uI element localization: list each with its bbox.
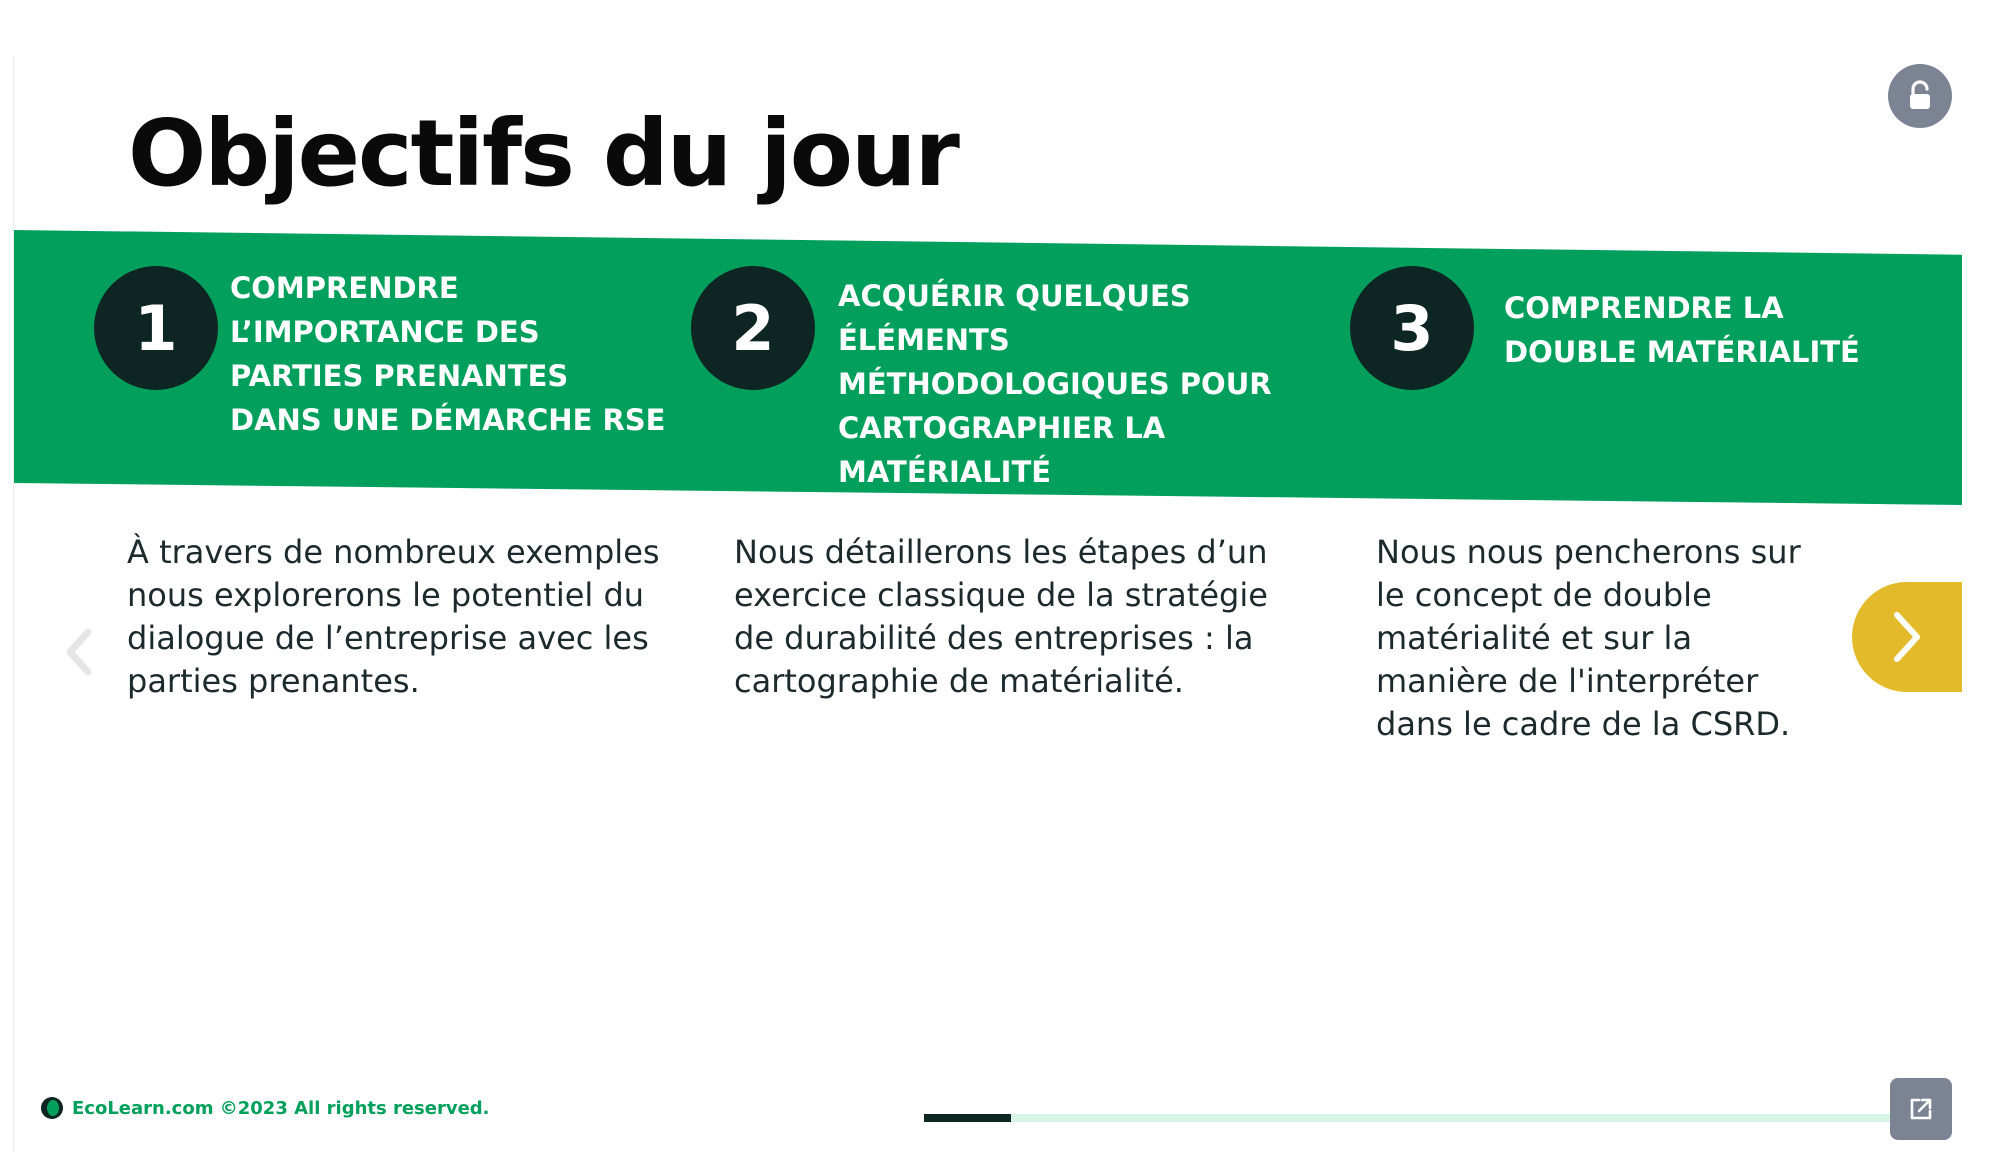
objective-title-1: COMPRENDRE L’IMPORTANCE DES PARTIES PRENANTES DANS UNE DÉMARCHE RSE [230,271,666,437]
objective-number-2: 2 [691,266,815,390]
slide-progress-bar [924,1114,1894,1122]
footer [40,1096,490,1120]
external-link-icon [1906,1094,1936,1124]
lock-open-icon [1903,79,1937,113]
previous-slide-button[interactable] [56,624,102,680]
chevron-right-icon [1887,609,1927,665]
page-title: Objectifs du jour [128,100,958,207]
ecolearn-logo-icon [40,1096,64,1120]
objective-number-1: 1 [94,266,218,390]
chevron-left-icon [64,628,94,676]
objective-number-3: 3 [1350,266,1474,390]
next-slide-button[interactable] [1852,582,1962,692]
footer-copyright: EcoLearn.com ©2023 All rights reserved. [72,1097,490,1119]
objective-description-1: À travers de nombreux exemples nous explorerons le potentiel du dialogue de l’entreprise avec les parties prenantes. [127,533,660,700]
slide-progress-fill [924,1114,1011,1122]
objective-title-2: ACQUÉRIR QUELQUES ÉLÉMENTS MÉTHODOLOGIQUES POUR CARTOGRAPHIER LA MATÉRIALITÉ [838,279,1272,489]
objective-description-3: Nous nous pencherons sur le concept de double matérialité et sur la manière de l'interpréter dans le cadre de la CSRD. [1376,533,1801,743]
open-external-button[interactable] [1890,1078,1952,1140]
lock-toggle-button[interactable] [1888,64,1952,128]
objective-description-2: Nous détaillerons les étapes d’un exercice classique de la stratégie de durabilité des entreprises : la cartographie de matérialité. [734,533,1268,700]
objective-title-3: COMPRENDRE LA DOUBLE MATÉRIALITÉ [1504,291,1860,369]
